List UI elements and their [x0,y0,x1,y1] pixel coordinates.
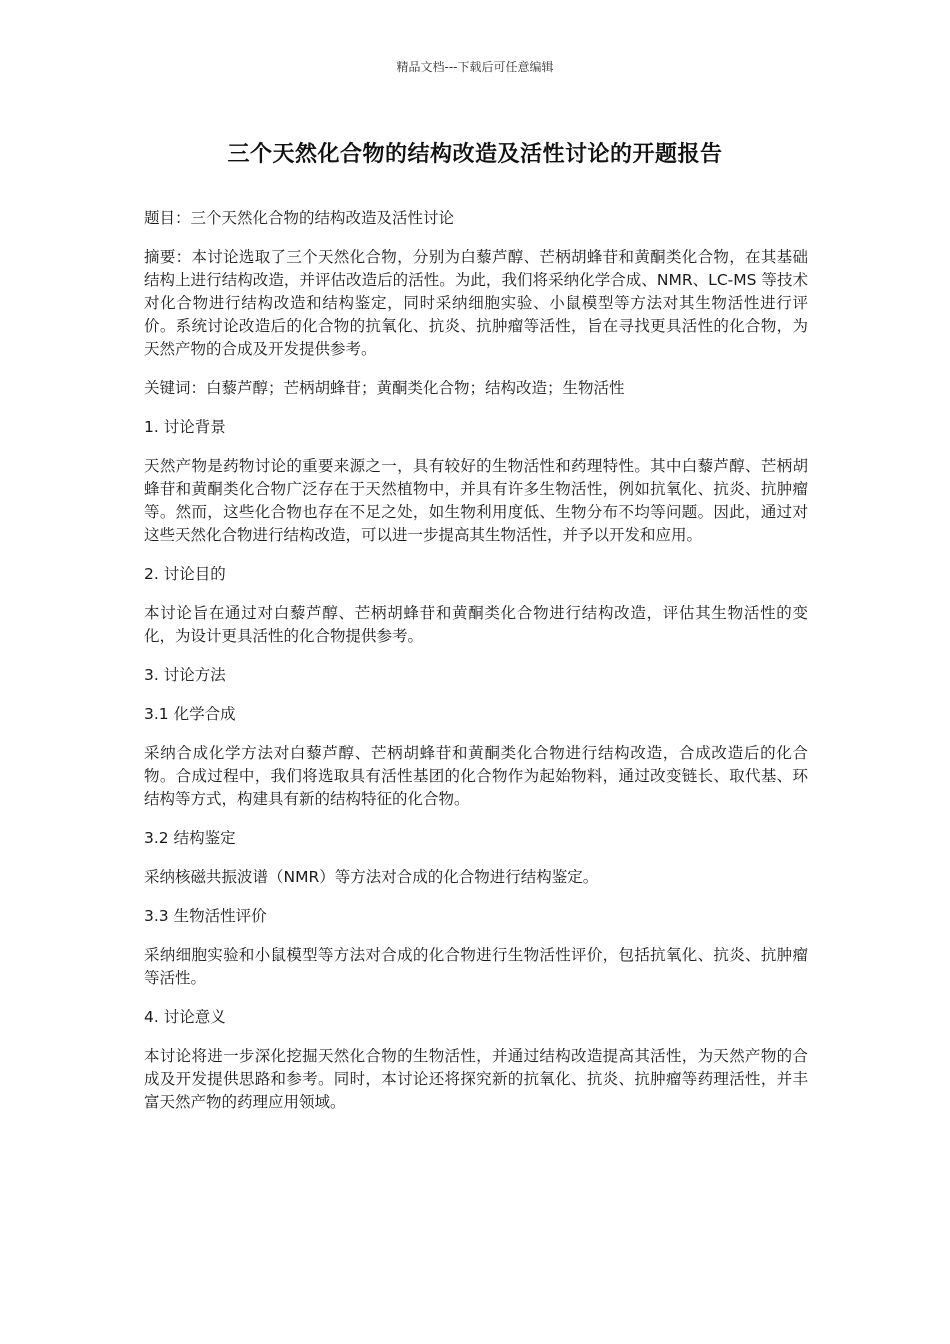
header-note: 精品文档---下载后可任意编辑 [396,60,554,74]
section-text-significance: 本讨论将进一步深化挖掘天然化合物的生物活性，并通过结构改造提高其活性，为天然产物的合成及开发提供思路和参考。同时，本讨论还将探究新的抗氧化、抗炎、抗肿瘤等药理活性，并丰富天然产物的药理应用领域。 [144,1047,808,1111]
subsection-text-identification: 采纳核磁共振波谱（NMR）等方法对合成的化合物进行结构鉴定。 [144,868,599,886]
document-body [144,207,808,1130]
document-title: 三个天然化合物的结构改造及活性讨论的开题报告 [227,142,723,167]
section-text-purpose: 本讨论旨在通过对白藜芦醇、芒柄胡蜂苷和黄酮类化合物进行结构改造，评估其生物活性的变化，为设计更具活性的化合物提供参考。 [144,604,808,645]
subsection-text-synthesis: 采纳合成化学方法对白藜芦醇、芒柄胡蜂苷和黄酮类化合物进行结构改造，合成改造后的化合物。合成过程中，我们将选取具有活性基团的化合物作为起始物料，通过改变链长、取代基、环结构等方式，构建具有新的结构特征的化合物。 [144,744,808,808]
subsection-heading-bioactivity: 3.3 生物活性评价 [144,907,267,925]
section-heading-significance: 4. 讨论意义 [144,1008,226,1026]
subsection-heading-synthesis: 3.1 化学合成 [144,705,236,723]
section-text-background: 天然产物是药物讨论的重要来源之一，具有较好的生物活性和药理特性。其中白藜芦醇、芒柄胡蜂苷和黄酮类化合物广泛存在于天然植物中，并具有许多生物活性，例如抗氧化、抗炎、抗肿瘤等。然而，这些化合物也存在不足之处，如生物利用度低、生物分布不均等问题。因此，通过对这些天然化合物进行结构改造，可以进一步提高其生物活性，并予以开发和应用。 [144,457,808,544]
abstract-paragraph: 摘要：本讨论选取了三个天然化合物，分别为白藜芦醇、芒柄胡蜂苷和黄酮类化合物，在其基础结构上进行结构改造，并评估改造后的活性。为此，我们将采纳化学合成、NMR、LC-MS 等技术对化合物进行结构改造和结构鉴定，同时采纳细胞实验、小鼠模型等方法对其生物活性进行评价。系统讨论改造后的化合物的抗氧化、抗炎、抗肿瘤等活性，旨在寻找更具活性的化合物，为天然产物的合成及开发提供参考。 [144,248,808,358]
section-heading-methods: 3. 讨论方法 [144,666,226,684]
subsection-heading-identification: 3.2 结构鉴定 [144,829,236,847]
subject-line: 题目：三个天然化合物的结构改造及活性讨论 [144,209,455,227]
subsection-text-bioactivity: 采纳细胞实验和小鼠模型等方法对合成的化合物进行生物活性评价，包括抗氧化、抗炎、抗肿瘤等活性。 [144,946,808,987]
keywords-line: 关键词：白藜芦醇；芒柄胡蜂苷；黄酮类化合物；结构改造；生物活性 [144,379,625,397]
section-heading-purpose: 2. 讨论目的 [144,565,226,583]
section-heading-background: 1. 讨论背景 [144,418,226,436]
